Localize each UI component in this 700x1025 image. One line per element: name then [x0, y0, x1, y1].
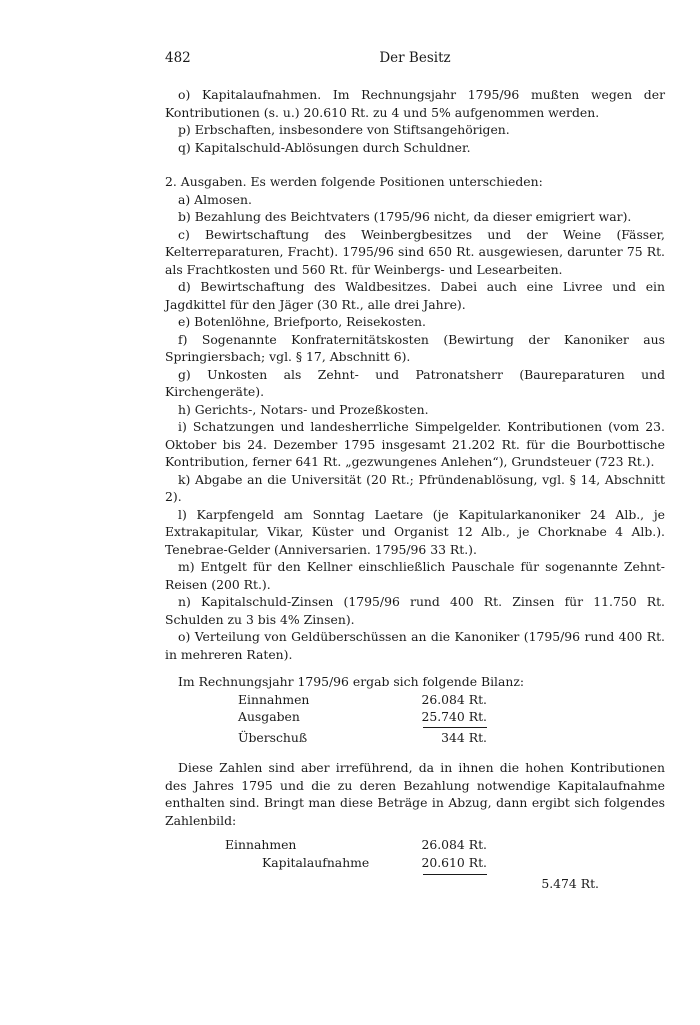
item-l-karpfengeld: l) Karpfengeld am Sonntag Laetare (je Kapitularkanoniker 24 Alb., je Extrakapitular, Vikar, Küster und Organist 12 Alb., je Chorknabe 4 Alb.). Tenebrae-Gelder (Anniversarien. 1795/96 33 Rt.).: [165, 506, 665, 557]
bilanz-label: Überschuß: [238, 729, 308, 745]
running-title: Der Besitz: [379, 50, 451, 66]
item-o-kapitalaufnahmen: o) Kapitalaufnahmen. Im Rechnungsjahr 1795/96 mußten wegen der Kontributionen (s. u.) 20.610 Rt. zu 4 und 5% aufgenommen werden.: [165, 87, 665, 120]
item-q-abloesungen: q) Kapitalschuld-Ablösungen durch Schuldner.: [178, 139, 471, 155]
table-row: [165, 729, 665, 747]
bilanz-value: 26.084 Rt.: [421, 691, 487, 707]
item-a-almosen: a) Almosen.: [178, 191, 252, 207]
table-row: [165, 836, 665, 854]
item-g-unkosten: g) Unkosten als Zehnt- und Patronatsherr (Baureparaturen und Kirchengeräte).: [165, 366, 665, 399]
item-p-erbschaften: p) Erbschaften, insbesondere von Stiftsangehörigen.: [178, 122, 510, 137]
zahlenbild-value: 20.610 Rt.: [421, 854, 487, 870]
item-h-gerichtskosten: h) Gerichts-, Notars- und Prozeßkosten.: [178, 401, 429, 417]
bilanz-label: Einnahmen: [238, 691, 310, 707]
bilanz-table: [165, 691, 665, 747]
table-row: [165, 691, 665, 709]
bilanz-value: 344 Rt.: [441, 729, 487, 745]
zahlenbild-result: 5.474 Rt.: [541, 876, 599, 891]
page-body: [165, 86, 665, 893]
page-number: 482: [165, 50, 191, 66]
item-n-zinsen: n) Kapitalschuld-Zinsen (1795/96 rund 400 Rt. Zinsen für 11.750 Rt. Schulden zu 3 bis 4% Zinsen).: [165, 594, 665, 627]
item-b-beichtvater: b) Bezahlung des Beichtvaters (1795/96 nicht, da dieser emigriert war).: [178, 209, 632, 224]
zahlenbild-value: 26.084 Rt.: [421, 837, 487, 852]
table-row: [165, 854, 665, 872]
item-c-weinberg: c) Bewirtschaftung des Weinbergbesitzes und der Weine (Fässer, Kelterreparaturen, Fracht). 1795/96 sind 650 Rt. ausgewiesen, darunter 75 Rt. als Frachtkosten und 560 Rt. für Weinbergs- und Lesearbeiten.: [165, 226, 665, 277]
page-header: [165, 50, 665, 70]
zahlenbild-label: Kapitalaufnahme: [262, 854, 370, 870]
bilanz-value: 25.740 Rt.: [421, 709, 487, 724]
item-e-boten: e) Botenlöhne, Briefporto, Reisekosten.: [178, 314, 426, 329]
item-f-konfraternitaet: f) Sogenannte Konfraternitätskosten (Bewirtung der Kanoniker aus Springiersbach; vgl. § 17, Abschnitt 6).: [165, 331, 665, 364]
closing-paragraph: Diese Zahlen sind aber irreführend, da in ihnen die hohen Kontributionen des Jahres 1795 und die zu deren Bezahlung notwendige Kapitalaufnahme enthalten sind. Bringt man diese Beträge in Abzug, dann ergibt sich folgendes Zahlenbild:: [165, 760, 665, 828]
table-row: [165, 875, 665, 893]
item-i-schatzungen: i) Schatzungen und landesherrliche Simpelgelder. Kontributionen (vom 23. Oktober bis 24. Dezember 1795 insgesamt 21.202 Rt. für die Bourbottische Kontribution, ferner 641 Rt. „gezwungenes Anlehen“), Grundsteuer (723 Rt.).: [165, 419, 665, 469]
item-k-universitaet: k) Abgabe an die Universität (20 Rt.; Pfründenablösung, vgl. § 14, Abschnitt 2).: [165, 471, 665, 504]
item-o-verteilung: o) Verteilung von Geldüberschüssen an die Kanoniker (1795/96 rund 400 Rt. in mehreren Raten).: [165, 629, 665, 662]
zahlenbild-table: [165, 836, 665, 893]
bilanz-intro: Im Rechnungsjahr 1795/96 ergab sich folgende Bilanz:: [178, 674, 525, 689]
item-m-kellner: m) Entgelt für den Kellner einschließlich Pauschale für sogenannte Zehnt-Reisen (200 Rt.).: [165, 559, 665, 592]
section-2-heading: 2. Ausgaben. Es werden folgende Positionen unterschieden:: [165, 174, 543, 189]
table-row: [165, 708, 665, 726]
bilanz-label: Ausgaben: [238, 709, 300, 724]
item-d-wald: d) Bewirtschaftung des Waldbesitzes. Dabei auch eine Livree und ein Jagdkittel für den Jäger (30 Rt., alle drei Jahre).: [165, 279, 665, 312]
zahlenbild-label: Einnahmen: [225, 837, 297, 852]
